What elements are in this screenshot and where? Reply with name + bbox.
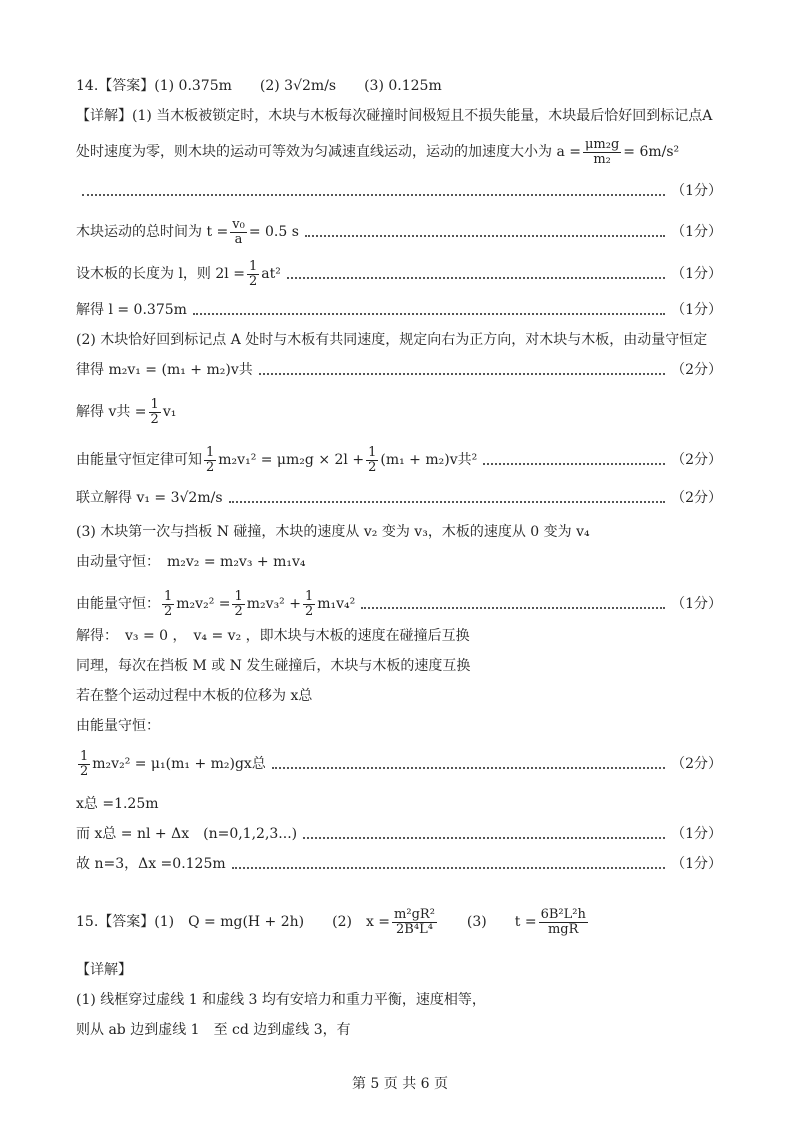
text-segment: 木块运动的总时间为 t = (76, 224, 229, 241)
q14-score-line-1 (76, 183, 722, 201)
q14-line-20 (76, 826, 722, 844)
text-segment: at² (261, 266, 281, 283)
fraction (247, 260, 259, 290)
text-segment: 由能量守恒： (76, 718, 160, 734)
score: （1分） (671, 826, 722, 842)
q14-line-12 (76, 554, 722, 572)
text-segment: m₂v₂² = μ₁(m₁ + m₂)gx总 (92, 756, 266, 773)
q14-line-8 (76, 398, 722, 428)
q14-detail-text: 【详解】(1) 当木板被锁定时，木块与木板每次碰撞时间极短且不损失能量，木块最后恰好回到标记点A (76, 108, 713, 124)
fraction (392, 908, 437, 938)
fraction (539, 908, 588, 938)
fraction (366, 446, 378, 476)
q14-line-4 (76, 260, 722, 290)
score: （1分） (671, 596, 722, 613)
text-segment: 处时速度为零，则木块的运动可等效为匀减速直线运动，运动的加速度大小为 a = (76, 144, 581, 161)
score: （1分） (671, 856, 722, 872)
fraction (149, 398, 161, 428)
text-segment: v₁ (162, 404, 177, 421)
leader-dots (287, 277, 665, 279)
text-segment: 设木板的长度为 l，则 2l = (76, 266, 245, 283)
q14-line-19 (76, 796, 722, 814)
q14-line-9 (76, 446, 722, 476)
fraction-numerator: 1 (248, 259, 258, 274)
fraction-numerator: 1 (164, 589, 173, 604)
fraction (303, 590, 315, 620)
fraction-numerator: v₀ (232, 217, 245, 232)
score: （1分） (671, 224, 722, 241)
text-segment: m₂v₂² = (176, 596, 231, 613)
fraction-numerator: 1 (304, 589, 314, 604)
fraction-numerator: 1 (234, 589, 243, 604)
fraction-numerator: 1 (206, 445, 215, 460)
text-segment: x总 =1.25m (76, 796, 159, 812)
fraction-denominator: 2 (368, 460, 377, 476)
text-segment: 联立解得 v₁ = 3√2m/s (76, 490, 223, 506)
text-segment: 故 n=3，Δx =0.125m (76, 856, 226, 872)
text-segment: 律得 m₂v₁ = (m₁ + m₂)v共 (76, 362, 253, 378)
fraction-denominator: m₂ (593, 152, 611, 168)
q14-answer-text: 14.【答案】(1) 0.375m (2) 3√2m/s (3) 0.125m (76, 78, 442, 94)
fraction-denominator: 2 (304, 604, 314, 620)
score: （1分） (671, 302, 722, 318)
q14-answer (76, 78, 722, 96)
text-segment: 同理，每次在挡板 M 或 N 发生碰撞后，木块与木板的速度互换 (76, 658, 471, 674)
leader-dots (232, 867, 665, 869)
text-segment: 15.【答案】(1) Q = mg(H + 2h) (2) x = (76, 914, 391, 931)
fraction-numerator: 1 (150, 397, 159, 412)
leader-dots (305, 235, 665, 237)
q14-line-1 (76, 108, 722, 126)
fraction-denominator: 2 (80, 764, 89, 780)
score: （2分） (671, 362, 722, 378)
q15-line-1 (76, 992, 722, 1010)
page-footer: 第 5 页 共 6 页 (351, 1076, 449, 1092)
text-segment: 则从 ab 边到虚线 1 至 cd 边到虚线 3，有 (76, 1022, 351, 1038)
text-segment: 解得 v共 = (76, 404, 147, 421)
text-segment: 解得： v₃ = 0 ， v₄ = v₂ ，即木块与木板的速度在碰撞后互换 (76, 628, 470, 644)
fraction (78, 750, 90, 780)
leader-dots (303, 837, 665, 839)
text-segment: 由能量守恒定律可知 (76, 452, 202, 469)
leader-dots (229, 501, 666, 503)
fraction-numerator: 1 (368, 445, 377, 460)
fraction-numerator: 1 (80, 749, 89, 764)
fraction (232, 590, 244, 620)
q14-line-6 (76, 332, 722, 350)
fraction-denominator: 2B⁴L⁴ (396, 922, 433, 938)
q14-line-13 (76, 590, 722, 620)
text-segment: 由动量守恒： m₂v₂ = m₂v₃ + m₁v₄ (76, 554, 306, 570)
score: （2分） (671, 490, 722, 506)
text-segment: = 6m/s² (623, 144, 680, 161)
score: （1分） (671, 183, 722, 199)
q14-line-10 (76, 490, 722, 508)
q14-line-7 (76, 362, 722, 380)
text-segment: 【详解】 (76, 962, 132, 978)
q15-line-2 (76, 1022, 722, 1040)
text-segment: (1) 线框穿过虚线 1 和虚线 3 均有安培力和重力平衡，速度相等， (76, 992, 486, 1008)
score: （2分） (671, 452, 722, 469)
q14-line-21 (76, 856, 722, 874)
fraction (162, 590, 174, 620)
fraction-numerator: 6B²L²h (540, 907, 586, 922)
score: （2分） (671, 756, 722, 773)
q14-line-5 (76, 302, 722, 320)
fraction-denominator: 2 (150, 412, 159, 428)
leader-dots (272, 767, 665, 769)
text-segment: 而 x总 = nl + Δx (n=0,1,2,3...) (76, 826, 298, 842)
fraction-numerator: μm₂g (584, 137, 620, 152)
text-segment: 解得 l = 0.375m (76, 302, 187, 318)
text-segment: 若在整个运动过程中木板的位移为 x总 (76, 688, 313, 704)
leader-dots (361, 607, 665, 609)
fraction (204, 446, 216, 476)
q14-line-16 (76, 688, 722, 706)
q14-line-18 (76, 750, 722, 780)
text-segment: m₁v₄² (317, 596, 356, 613)
leader-dots (193, 313, 665, 315)
text-segment: (m₁ + m₂)v共² (380, 452, 478, 469)
q14-line-15 (76, 658, 722, 676)
text-segment: 由能量守恒： (76, 596, 160, 613)
q14-line-14 (76, 628, 722, 646)
fraction-numerator: m²gR² (394, 907, 435, 922)
q14-line-3 (76, 218, 722, 248)
leader-dots (259, 373, 665, 375)
text-segment: (3) 木块第一次与挡板 N 碰撞，木块的速度从 v₂ 变为 v₃，木板的速度从 0 变为 v₄ (76, 524, 590, 540)
q14-line-17 (76, 718, 722, 736)
text-segment: (2) 木块恰好回到标记点 A 处时与木板有共同速度，规定向右为正方向，对木块与木板，由动量守恒定 (76, 332, 708, 348)
leader-dots (483, 463, 665, 465)
leader-dots (82, 194, 665, 196)
fraction (230, 218, 247, 248)
fraction-denominator: a (234, 232, 243, 248)
q15-detail-heading (76, 962, 722, 980)
score: （1分） (671, 266, 722, 283)
fraction-denominator: 2 (248, 274, 258, 290)
q14-line-11 (76, 524, 722, 542)
fraction (583, 138, 621, 168)
fraction-denominator: 2 (164, 604, 173, 620)
fraction-denominator: 2 (234, 604, 243, 620)
q15-answer (76, 908, 722, 938)
fraction-denominator: mgR (547, 922, 579, 938)
text-segment: m₂v₃² + (246, 596, 301, 613)
fraction-denominator: 2 (206, 460, 215, 476)
text-segment: m₂v₁² = μm₂g × 2l + (218, 452, 365, 469)
text-segment: = 0.5 s (248, 224, 299, 241)
text-segment: (3) t = (438, 914, 537, 931)
q14-line-2 (76, 138, 722, 168)
